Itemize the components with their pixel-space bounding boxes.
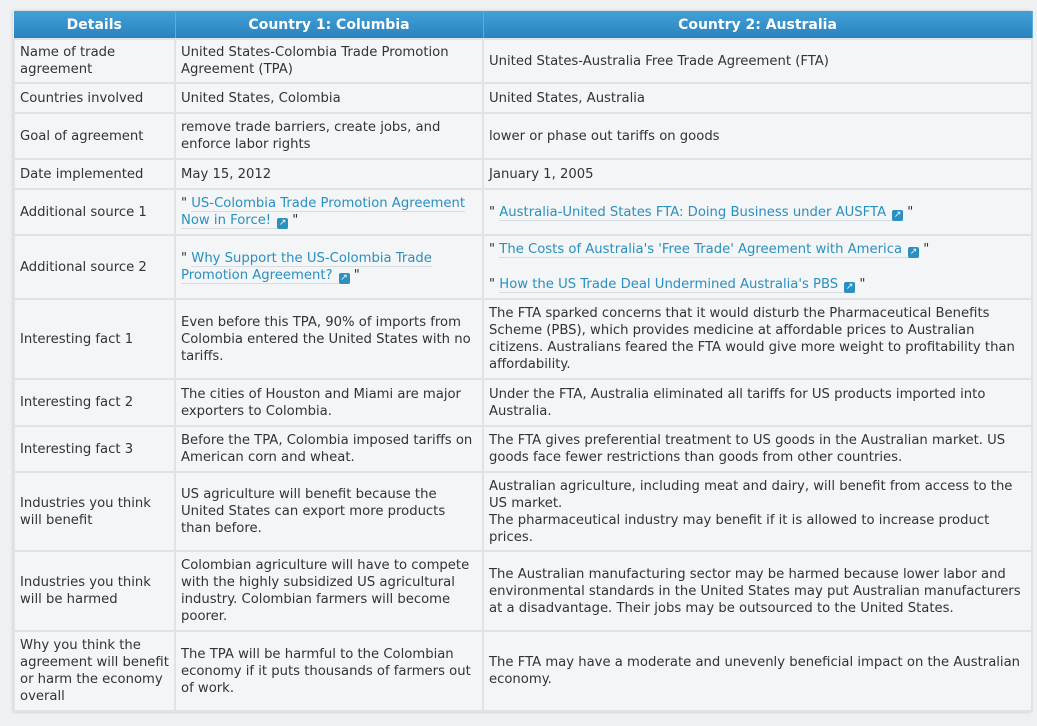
external-link-icon: ↗	[340, 273, 348, 283]
cell-country-1: The TPA will be harmful to the Colombian economy if it puts thousands of farmers out of work.	[175, 631, 483, 711]
cell-country-2: The Australian manufacturing sector may be harmed because lower labor and environmental standards in the United States may put Australian manufacturers at a disadvantage. Their jobs may be outsourced to the United States.	[483, 551, 1032, 631]
cell-country-2: The FTA may have a moderate and unevenly beneficial impact on the Australian economy.	[483, 631, 1032, 711]
table-row	[14, 551, 1032, 631]
table-row	[14, 113, 1032, 159]
cell-country-1: " US-Colombia Trade Promotion Agreement Now in Force! ↗ "	[175, 189, 483, 235]
comparison-table	[13, 11, 1033, 712]
table-row	[14, 426, 1032, 472]
cell-country-2: lower or phase out tariffs on goods	[483, 113, 1032, 159]
cell-country-2: January 1, 2005	[483, 159, 1032, 189]
cell-country-1: US agriculture will benefit because the United States can export more products than before.	[175, 472, 483, 551]
row-label: Interesting fact 1	[14, 299, 175, 379]
cell-country-1: United States, Colombia	[175, 83, 483, 113]
table-row	[14, 189, 1032, 235]
header-country-1: Country 1: Columbia	[175, 11, 483, 39]
external-link-icon: ↗	[845, 282, 854, 292]
table-row	[14, 631, 1032, 711]
row-label: Countries involved	[14, 83, 175, 113]
row-label: Goal of agreement	[14, 113, 175, 159]
table-row	[14, 83, 1032, 113]
table-row	[14, 159, 1032, 189]
external-link-icon: ↗	[909, 247, 918, 257]
source-link[interactable]: Australia-United States FTA: Doing Business under AUSFTA ↗	[499, 204, 902, 220]
header-country-2: Country 2: Australia	[483, 11, 1032, 39]
row-label: Additional source 2	[14, 235, 175, 299]
cell-country-2: The FTA sparked concerns that it would disturb the Pharmaceutical Benefits Scheme (PBS), which provides medicine at affordable prices to Australian citizens. Australians feared the FTA would give more weight to profitability than affordability.	[483, 299, 1032, 379]
cell-country-2: Australian agriculture, including meat and dairy, will benefit from access to the US market. The pharmaceutical industry may benefit if it is allowed to increase product prices.	[483, 472, 1032, 551]
table-row	[14, 39, 1032, 83]
header-details: Details	[14, 11, 175, 39]
cell-country-1: Before the TPA, Colombia imposed tariffs on American corn and wheat.	[175, 426, 483, 472]
row-label: Name of trade agreement	[14, 39, 175, 83]
source-link[interactable]: The Costs of Australia's 'Free Trade' Agreement with America ↗	[499, 242, 918, 257]
cell-country-2: Under the FTA, Australia eliminated all tariffs for US products imported into Australia.	[483, 379, 1032, 426]
row-label: Date implemented	[14, 159, 175, 189]
row-label: Interesting fact 3	[14, 426, 175, 472]
source-link[interactable]: US-Colombia Trade Promotion Agreement Now in Force! ↗	[181, 196, 466, 228]
cell-country-2: United States, Australia	[483, 83, 1032, 113]
row-label: Industries you think will benefit	[14, 472, 175, 551]
cell-country-2: " Australia-United States FTA: Doing Business under AUSFTA ↗ "	[483, 189, 1032, 235]
table-row	[14, 379, 1032, 426]
cell-country-1: The cities of Houston and Miami are major exporters to Colombia.	[175, 379, 483, 426]
external-link-icon: ↗	[893, 209, 902, 220]
table-row	[14, 472, 1032, 551]
row-label: Industries you think will be harmed	[14, 551, 175, 631]
external-link-icon: ↗	[278, 218, 287, 228]
row-label: Why you think the agreement will benefit or harm the economy overall	[14, 631, 175, 711]
cell-country-1: May 15, 2012	[175, 159, 483, 189]
table-row	[14, 235, 1032, 299]
cell-country-1: Colombian agriculture will have to compete with the highly subsidized US agricultural industry. Colombian farmers will become poorer.	[175, 551, 483, 631]
cell-country-1: " Why Support the US-Colombia Trade Promotion Agreement? ↗ "	[175, 235, 483, 299]
table-row	[14, 299, 1032, 379]
cell-country-2: The FTA gives preferential treatment to US goods in the Australian market. US goods face fewer restrictions than goods from other countries.	[483, 426, 1032, 472]
table-header-row	[14, 11, 1032, 39]
cell-country-1: remove trade barriers, create jobs, and enforce labor rights	[175, 113, 483, 159]
row-label: Interesting fact 2	[14, 379, 175, 426]
comparison-table-container	[13, 11, 1031, 712]
cell-country-1: United States-Colombia Trade Promotion Agreement (TPA)	[175, 39, 483, 83]
source-link[interactable]: Why Support the US-Colombia Trade Promotion Agreement? ↗	[181, 251, 432, 283]
cell-country-1: Even before this TPA, 90% of imports from Colombia entered the United States with no tariffs.	[175, 299, 483, 379]
cell-country-2: " The Costs of Australia's 'Free Trade' Agreement with America ↗ " " How the US Trade Deal Undermined Australia's PBS ↗ "	[483, 235, 1032, 299]
cell-country-2: United States-Australia Free Trade Agreement (FTA)	[483, 39, 1032, 83]
row-label: Additional source 1	[14, 189, 175, 235]
source-link[interactable]: How the US Trade Deal Undermined Australia's PBS ↗	[499, 277, 854, 292]
